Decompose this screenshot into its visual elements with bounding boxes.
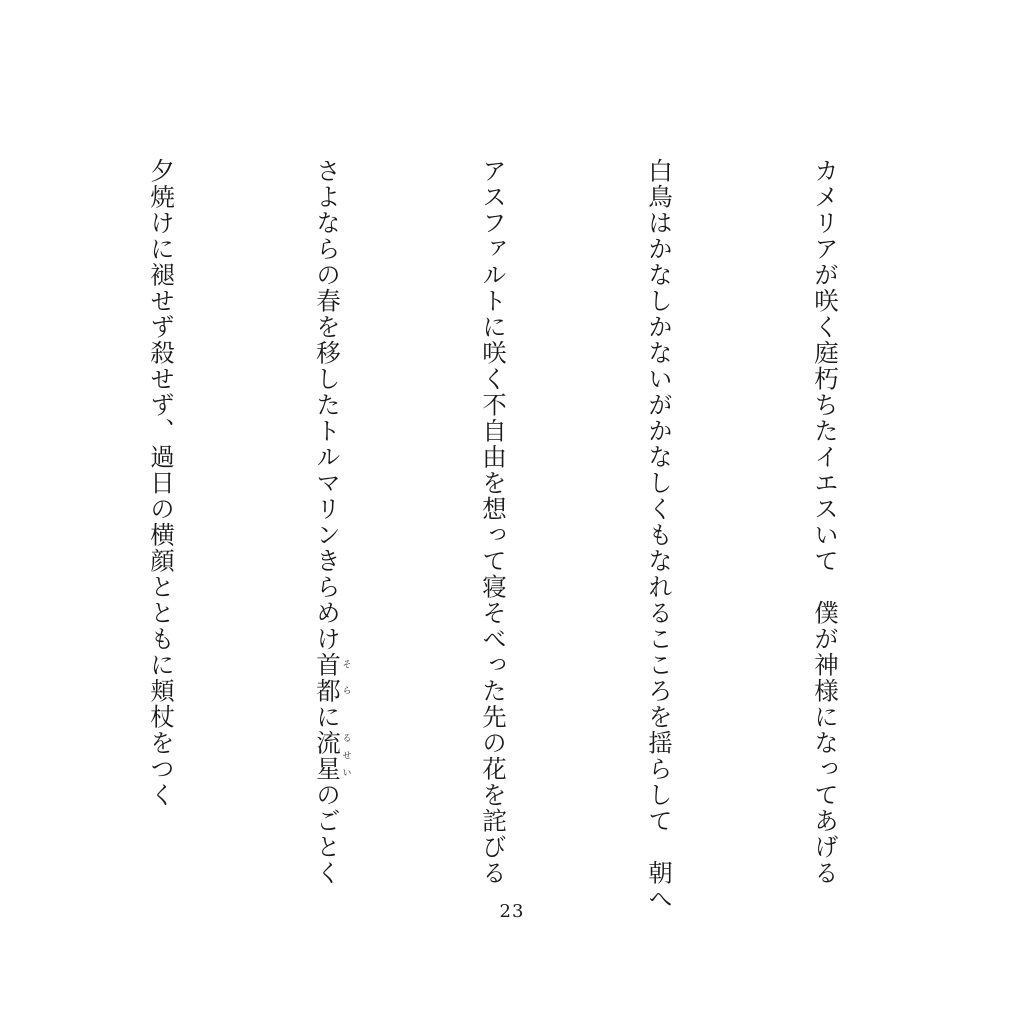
ruby-shuto	[313, 652, 351, 704]
line-4-text-end: のごとく	[313, 782, 342, 886]
ruby-shuto-base: 首都	[313, 652, 342, 704]
poem-line-2: 白鳥はかなしかないがかなしくもなれるこころを揺らして 朝へ	[645, 158, 674, 912]
ruby-ryusei-reading: るせい	[340, 730, 351, 782]
poem-line-1: カメリアが咲く庭朽ちたイエスいて 僕が神様になってあげる	[811, 158, 840, 886]
ruby-shuto-reading: そら	[340, 652, 351, 704]
page-number: 23	[499, 901, 525, 922]
ruby-ryusei	[313, 730, 351, 782]
poem-line-3: アスファルトに咲く不自由を想って寝そべった先の花を詫びる	[479, 158, 508, 886]
poem-line-5: 夕焼けに褪せず殺せず、過日の横顔とともに頬杖をつく	[147, 158, 176, 808]
ruby-ryusei-base: 流星	[313, 730, 342, 782]
line-4-text-middle: に	[313, 704, 342, 730]
poem-line-4	[312, 158, 351, 886]
line-4-text-start: さよならの春を移したトルマリンきらめけ	[313, 158, 342, 652]
